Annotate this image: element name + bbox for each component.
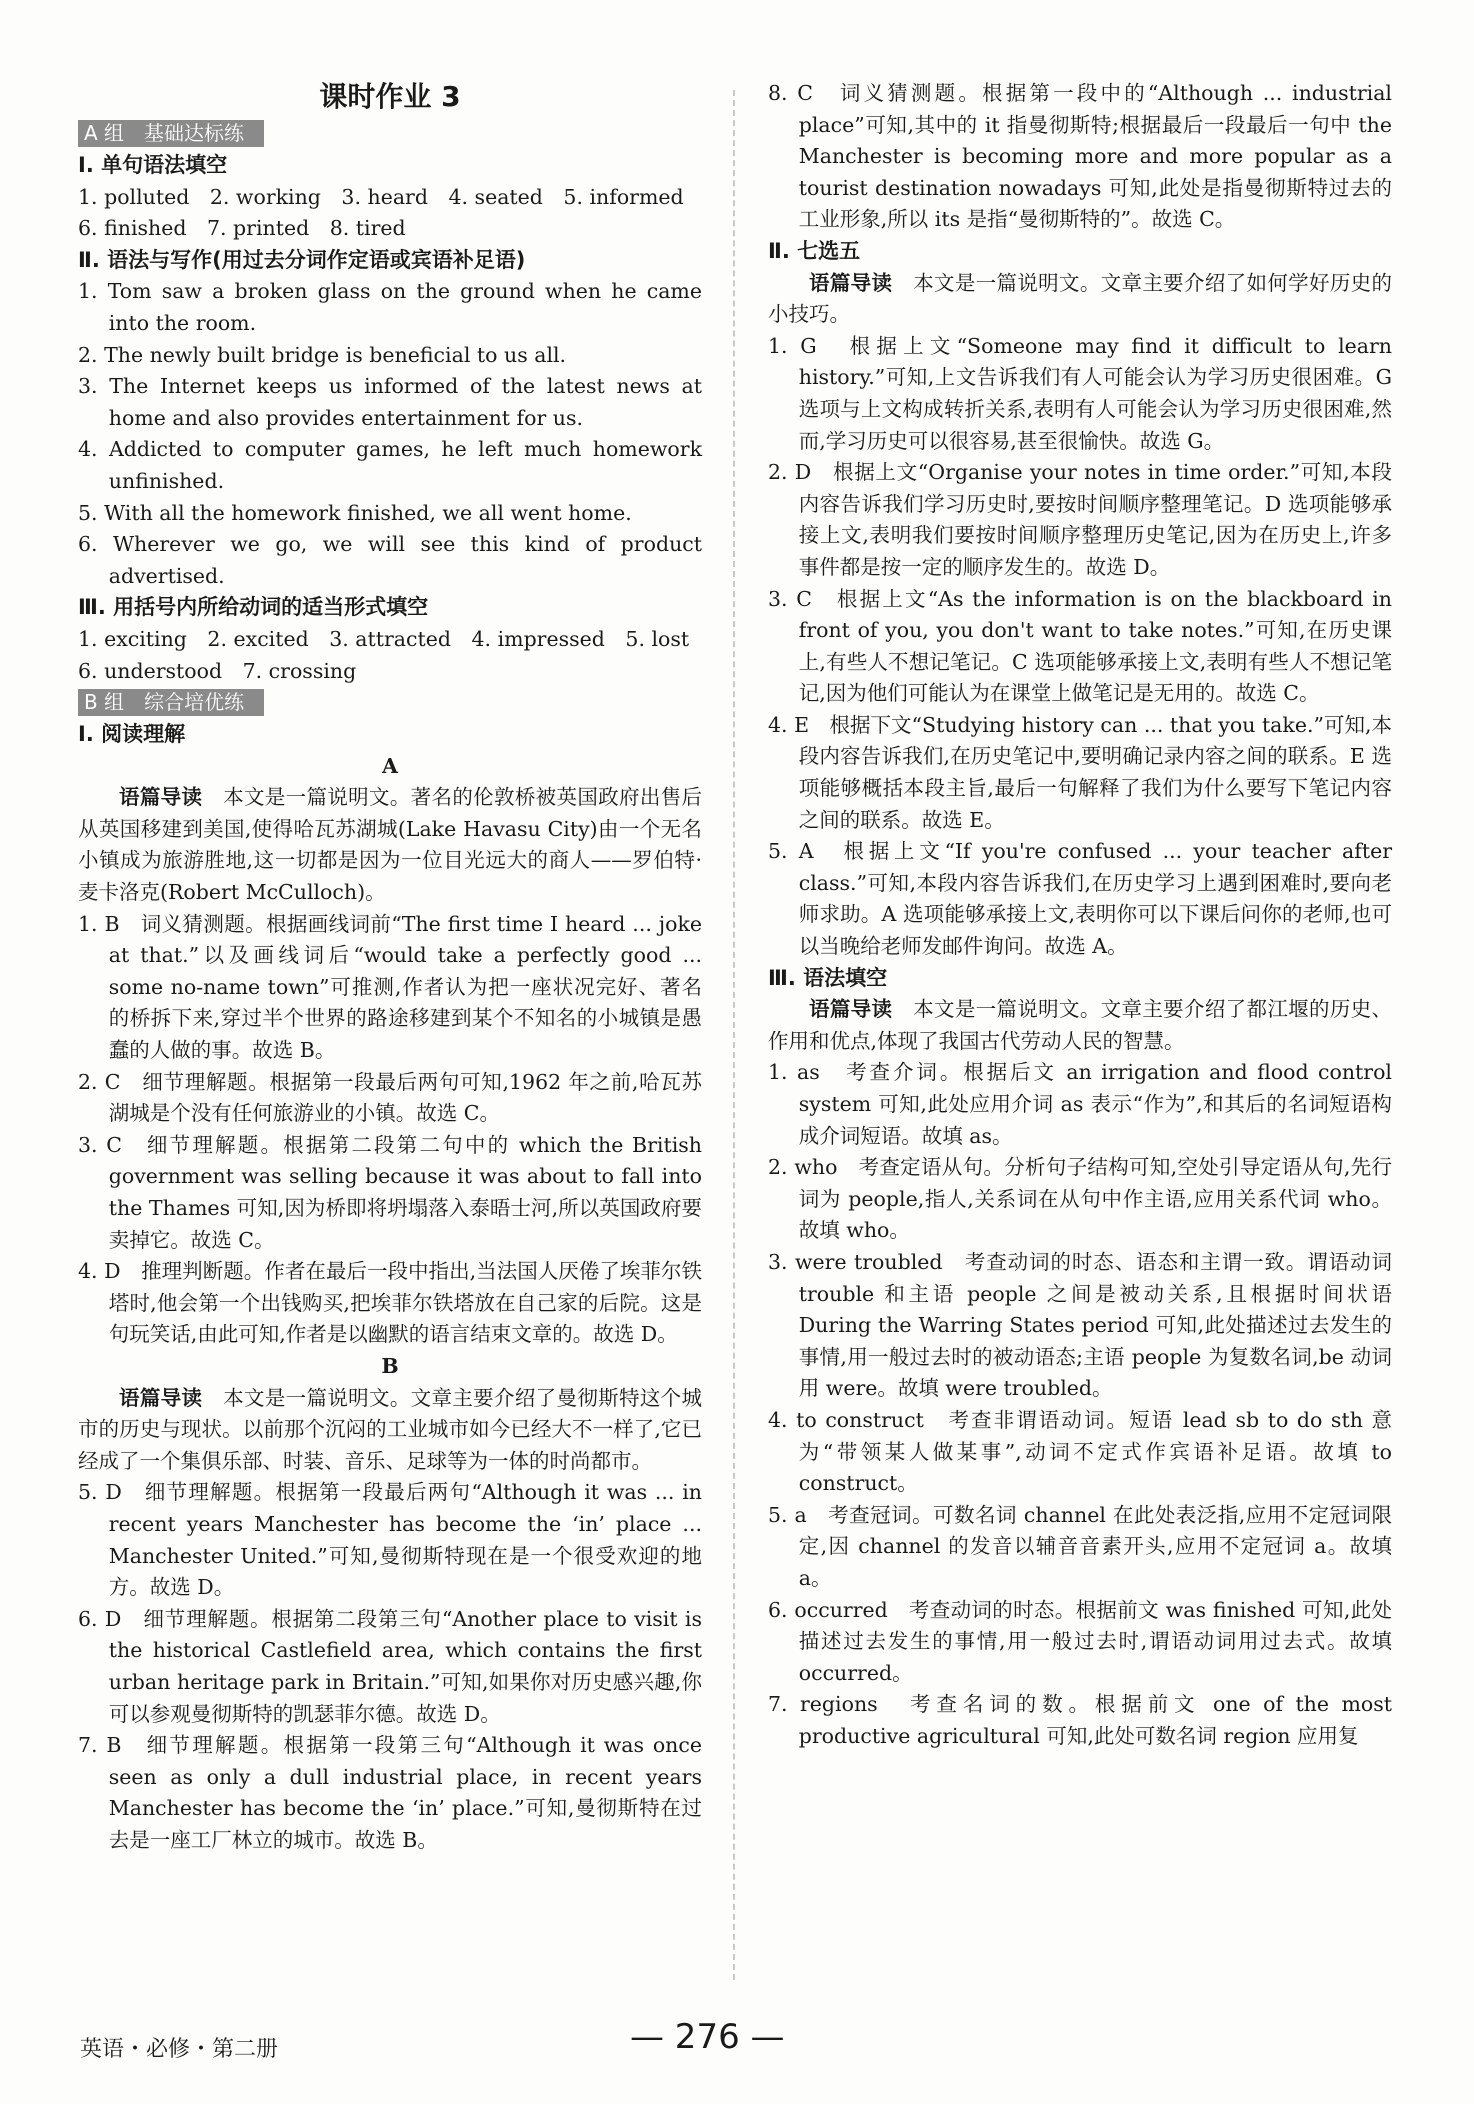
group-b-header: B 组 综合培优练 (78, 689, 264, 716)
answer-item: 7. regions 考查名词的数。根据前文 one of the most productive agricultural 可知,此处可数名词 region 应用复 (768, 1692, 1392, 1748)
answer-item: 2. D 根据上文“Organise your notes in time order.”可知,本段内容告诉我们学习历史时,要按时间顺序整理笔记。D 选项能够承接上文,表明我们要按时间顺序整理历史笔记,因为在历史上,许多事件都是按一定的顺序发生的。故选 D。 (768, 460, 1392, 579)
guide-text: 本文是一篇说明文。著名的伦敦桥被英国政府出售后从英国移建到美国,使得哈瓦苏湖城(Lake Havasu City)由一个无名小镇成为旅游胜地,这一切都是因为一位目光远大的商人——罗伯特·麦卡洛克(Robert McCulloch)。 (78, 785, 703, 905)
answer-item: 1. as 考查介词。根据后文 an irrigation and flood control system 可知,此处应用介词 as 表示“作为”,和其后的名词短语构成介词短语。故填 as。 (768, 1060, 1392, 1148)
passage-a-guide (78, 782, 702, 908)
answer-row: 6. finished 7. printed 8. tired (78, 216, 406, 241)
answer-item: 3. were troubled 考查动词的时态、语态和主谓一致。谓语动词 trouble 和主语 people 之间是被动关系,且根据时间状语 During the Warring States period 可知,此处描述过去发生的事情,用一般过去时的被动语态;主语 people 为复数名词,be 动词用 were。故填 were troubled。 (768, 1249, 1392, 1401)
answer-item: 6. occurred 考查动词的时态。根据前文 was finished 可知,此处描述过去发生的事情,用一般过去时,谓语动词用过去式。故填 occurred。 (768, 1597, 1392, 1685)
section-1-title: Ⅰ. 单句语法填空 (78, 153, 228, 177)
answer-item: 7. B 细节理解题。根据第一段第三句“Although it was once seen as only a dull industrial place, in recent years Manchester has become the ‘in’ place.”可知,曼彻斯特在过去是一座工厂林立的城市。故选 B。 (78, 1733, 702, 1852)
answer-item: 3. C 细节理解题。根据第二段第二句中的 which the British government was selling because it was about to fall into the Thames 可知,因为桥即将坍塌落入泰晤士河,所以英国政府要卖掉它。故选 C。 (78, 1132, 702, 1252)
section-3-title: Ⅲ. 用括号内所给动词的适当形式填空 (78, 595, 429, 620)
guide-label: 语篇导读 (809, 997, 893, 1022)
section-2-title: Ⅱ. 语法与写作(用过去分词作定语或宾语补足语) (78, 247, 526, 272)
answer-item: 2. who 考查定语从句。分析句子结构可知,空处引导定语从句,先行词为 people,指人,关系词在从句中作主语,应用关系代词 who。故填 who。 (768, 1155, 1392, 1243)
answer-item: 4. D 推理判断题。作者在最后一段中指出,当法国人厌倦了埃菲尔铁塔时,他会第一个出钱购买,把埃菲尔铁塔放在自己家的后院。这是句玩笑话,由此可知,作者是以幽默的语言结束文章的。故选 D。 (78, 1259, 702, 1347)
guide-text: 本文是一篇说明文。文章主要介绍了曼彻斯特这个城市的历史与现状。以前那个沉闷的工业城市如今已经大不一样了,它已经成了一个集俱乐部、时装、音乐、足球等为一体的时尚都市。 (78, 1385, 703, 1473)
page-title: 课时作业 3 (319, 80, 461, 113)
answer-item: 5. a 考查冠词。可数名词 channel 在此处表泛指,应用不定冠词限定,因 channel 的发音以辅音音素开头,应用不定冠词 a。故填 a。 (768, 1502, 1392, 1590)
answer-item: 3. C 根据上文“As the information is on the blackboard in front of you, you don't want to take notes.”可知,在历史课上,有些人不想记笔记。C 选项能够承接上文,表明有些人不想记笔记,因为他们可能认为在课堂上做笔记是无用的。故选 C。 (768, 586, 1392, 706)
footer-book-title: 英语・必修・第二册 (80, 2037, 279, 2062)
answer-item: 5. D 细节理解题。根据第一段最后两句“Although it was ... in recent years Manchester has become the ‘in’ place ... Manchester United.”可知,曼彻斯特现在是一个很受欢迎的地方。故选 D。 (78, 1480, 702, 1600)
passage-b-label: B (381, 1353, 399, 1378)
guide-text: 本文是一篇说明文。文章主要介绍了都江堰的历史、作用和优点,体现了我国古代劳动人民的智慧。 (768, 997, 1393, 1053)
answer-item: 6. D 细节理解题。根据第二段第三句“Another place to visit is the historical Castlefield area, which contains the first urban heritage park in Britain.”可知,如果你对历史感兴趣,你可以参观曼彻斯特的凯瑟菲尔德。故选 D。 (78, 1606, 702, 1726)
passage-b-guide (78, 1383, 702, 1478)
page-number: — 276 — (630, 2017, 785, 2057)
answer-row: 1. exciting 2. excited 3. attracted 4. impressed 5. lost (78, 626, 690, 651)
answer-row: 6. understood 7. crossing (78, 658, 357, 683)
passage-a-label: A (382, 753, 398, 778)
answer-item: 6. Wherever we go, we will see this kind of product advertised. (78, 532, 702, 588)
answer-item: 1. B 词义猜测题。根据画线词前“The first time I heard ... joke at that.”以及画线词后“would take a perfectly good ... some no-name town”可推测,作者认为把一座状况完好、著名的桥拆下来,穿过半个世界的路途移建到某个不知名的小城镇是愚蠢的人做的事。故选 B。 (78, 911, 702, 1063)
answer-item: 5. With all the homework finished, we all went home. (78, 500, 632, 525)
answer-item: 8. C 词义猜测题。根据第一段中的“Although ... industrial place”可知,其中的 it 指曼彻斯特;根据最后一段最后一句中 the Manchester is becoming more and more popular as a tourist destination nowadays 可知,此处是指曼彻斯特过去的工业形象,所以 its 是指“曼彻斯特的”。故选 C。 (768, 81, 1392, 232)
grammar-fill-guide (768, 994, 1392, 1057)
group-a-header: A 组 基础达标练 (78, 120, 264, 147)
answer-item: 4. to construct 考查非谓语动词。短语 lead sb to do sth 意为“带领某人做某事”,动词不定式作宾语补足语。故填 to construct。 (768, 1407, 1392, 1496)
answer-item: 3. The Internet keeps us informed of the latest news at home and also provides entertainment for us. (78, 374, 702, 430)
guide-label: 语篇导读 (119, 785, 203, 810)
guide-label: 语篇导读 (809, 270, 893, 295)
answer-item: 4. E 根据下文“Studying history can ... that you take.”可知,本段内容告诉我们,在历史笔记中,要明确记录内容之间的联系。E 选项能够概括本段主旨,最后一句解释了我们为什么要写下笔记内容之间的联系。故选 E。 (768, 712, 1392, 832)
answer-item: 2. The newly built bridge is beneficial to us all. (78, 342, 567, 367)
seven-choose-five-guide (768, 268, 1392, 331)
grammar-fill-title: Ⅲ. 语法填空 (768, 965, 888, 990)
guide-label: 语篇导读 (119, 1385, 203, 1410)
right-column (768, 78, 1392, 1752)
answer-item: 4. Addicted to computer games, he left much homework unfinished. (78, 437, 702, 493)
guide-text: 本文是一篇说明文。文章主要介绍了如何学好历史的小技巧。 (768, 270, 1393, 327)
reading-title: Ⅰ. 阅读理解 (78, 722, 186, 747)
answer-item: 5. A 根据上文“If you're confused ... your teacher after class.”可知,本段内容告诉我们,在历史学习上遇到困难时,要向老师求助。A 选项能够承接上文,表明你可以下课后问你的老师,也可以当晚给老师发邮件询问。故选 A。 (768, 839, 1392, 959)
answer-item: 2. C 细节理解题。根据第一段最后两句可知,1962 年之前,哈瓦苏湖城是个没有任何旅游业的小镇。故选 C。 (78, 1069, 702, 1126)
column-divider (733, 90, 735, 1980)
answer-row: 1. polluted 2. working 3. heard 4. seated 5. informed (78, 184, 684, 209)
answer-item: 1. G 根据上文“Someone may find it difficult to learn history.”可知,上文告诉我们有人可能会认为学习历史很困难。G 选项与上文构成转折关系,表明有人可能会认为学习历史很困难,然而,学习历史可以很容易,甚至很愉快。故选 G。 (768, 333, 1392, 453)
answer-item: 1. Tom saw a broken glass on the ground when he came into the room. (78, 279, 702, 335)
seven-choose-five-title: Ⅱ. 七选五 (768, 238, 861, 263)
left-column (78, 78, 702, 1856)
